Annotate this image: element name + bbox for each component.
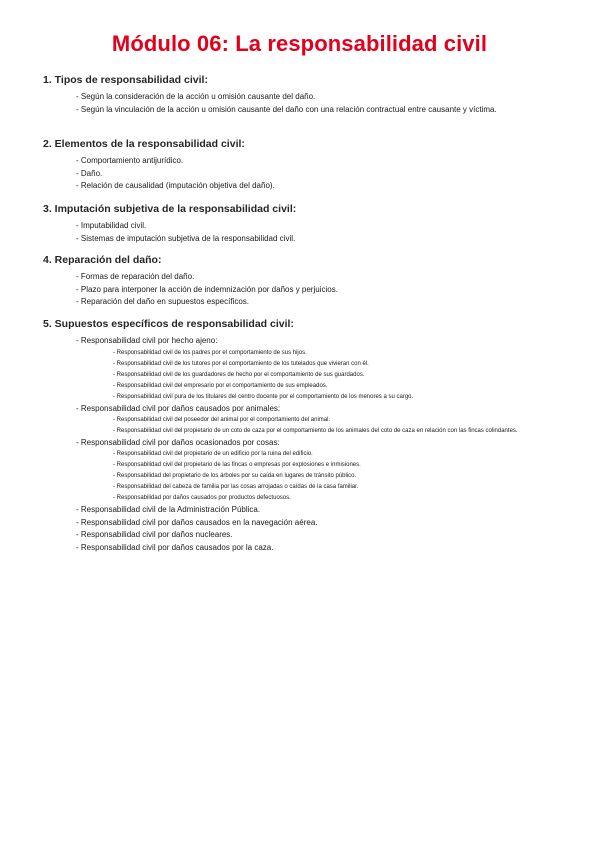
sub-list-item: - Responsabilidad del cabeza de familia por las cosas arrojadas o caídas de la casa familiar. xyxy=(113,484,359,490)
section-reparacion xyxy=(43,253,563,309)
sub-list-item: - Responsabilidad civil de los guardadores de hecho por el comportamiento de sus guardados. xyxy=(113,371,365,378)
sub-list-item: - Responsabilidad del propietario de los árboles por su caída en lugares de tránsito público. xyxy=(113,473,357,479)
list-item: - Imputabilidad civil. xyxy=(76,221,147,230)
group-label-hecho-ajeno: - Responsabilidad civil por hecho ajeno: xyxy=(76,336,218,345)
sub-list-item: - Responsabilidad civil del propietario de las fincas o empresas por explosiones e inmisiones. xyxy=(113,462,361,468)
list-item: - Según la consideración de la acción u omisión causante del daño. xyxy=(76,92,316,101)
sub-list-item: - Responsabilidad civil de los tutores por el comportamiento de los tutelados que vivieran con él. xyxy=(113,360,369,367)
sub-list-item: - Responsabilidad civil del poseedor del animal por el comportamiento del animal. xyxy=(113,417,331,423)
sub-list-item: - Responsabilidad civil pura de los titulares del centro docente por el comportamiento de los menores a su cargo. xyxy=(113,393,414,400)
page-title: Módulo 06: La responsabilidad civil xyxy=(111,31,488,56)
sub-list-item: - Responsabilidad por daños causados por productos defectuosos. xyxy=(113,495,291,501)
section-heading: 1. Tipos de responsabilidad civil: xyxy=(43,74,208,86)
list-item: - Formas de reparación del daño. xyxy=(76,272,195,281)
section-tipos xyxy=(43,73,563,116)
list-item: - Sistemas de imputación subjetiva de la responsabilidad civil. xyxy=(76,233,296,243)
list-item: - Daño. xyxy=(76,168,103,178)
list-item: - Comportamiento antijurídico. xyxy=(76,156,184,165)
sub-list-item: - Responsabilidad civil del propietario de un edificio por la ruina del edificio. xyxy=(113,451,313,457)
sub-list-item: - Responsabilidad civil de los padres por el comportamiento de sus hijos. xyxy=(113,349,307,356)
list-item: - Plazo para interponer la acción de indemnización por daños y perjuicios. xyxy=(76,284,338,294)
section-heading: 2. Elementos de la responsabilidad civil: xyxy=(43,138,245,150)
list-item: - Responsabilidad civil por daños causados en la navegación aérea. xyxy=(76,517,318,527)
section-supuestos xyxy=(43,317,563,554)
group-label-cosas: - Responsabilidad civil por daños ocasionados por cosas: xyxy=(76,437,280,447)
group-label-animales: - Responsabilidad civil por daños causados por animales: xyxy=(76,403,281,413)
section-heading: 4. Reparación del daño: xyxy=(43,254,162,266)
section-heading: 3. Imputación subjetiva de la responsabilidad civil: xyxy=(43,203,297,215)
list-item: - Reparación del daño en supuestos específicos. xyxy=(76,297,249,306)
section-imputacion xyxy=(43,202,563,245)
list-item: - Responsabilidad civil por daños nucleares. xyxy=(76,530,233,539)
list-item: - Relación de causalidad (imputación objetiva del daño). xyxy=(76,181,275,190)
section-elementos xyxy=(43,137,563,193)
list-item: - Responsabilidad civil de la Administración Pública. xyxy=(76,505,261,514)
list-item: - Responsabilidad civil por daños causados por la caza. xyxy=(76,542,274,552)
section-heading: 5. Supuestos específicos de responsabilidad civil: xyxy=(43,318,294,330)
sub-list-item: - Responsabilidad civil del empresario por el comportamiento de sus empleados. xyxy=(113,382,328,389)
sub-list-item: - Responsabilidad civil del propietario de un coto de caza por el comportamiento de los animales del coto de caza en relación con las fincas colindantes. xyxy=(113,428,518,434)
list-item: - Según la vinculación de la acción u omisión causante del daño con una relación contractual entre causante y víctima. xyxy=(76,104,497,114)
